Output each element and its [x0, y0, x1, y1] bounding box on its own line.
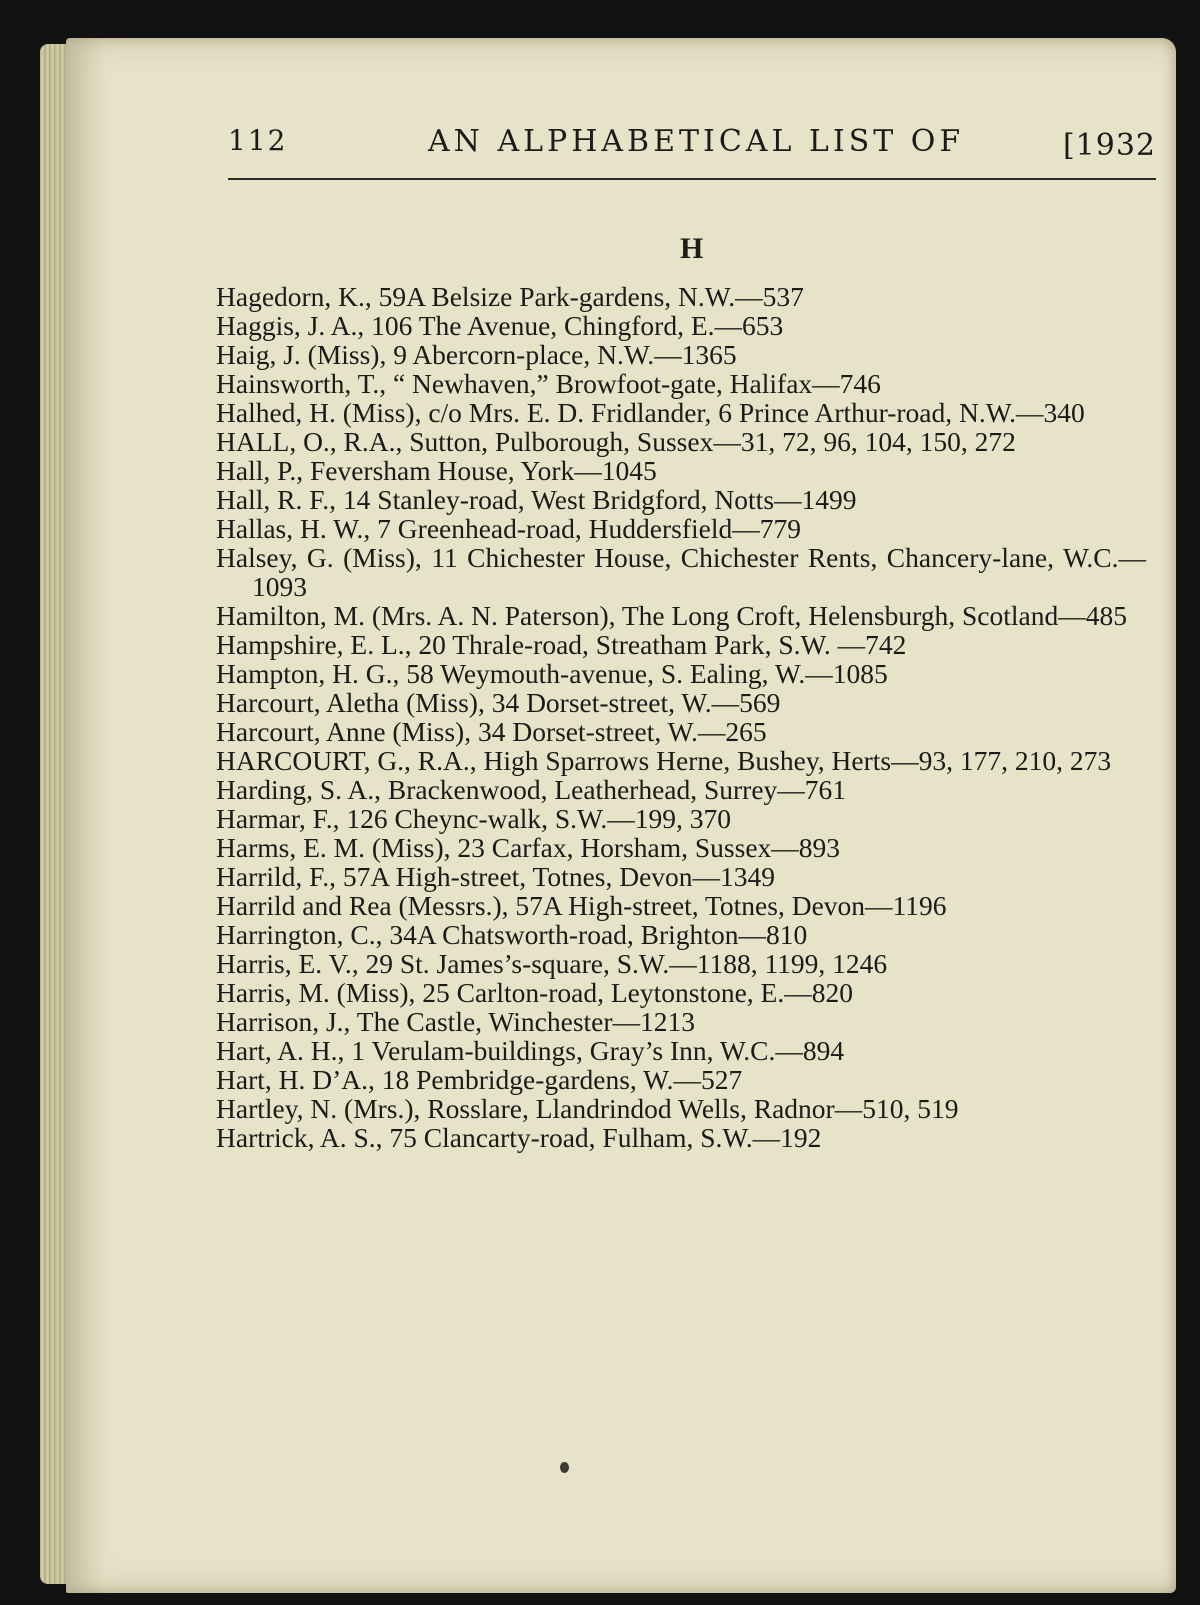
entry-list: [216, 282, 1146, 1152]
list-entry: Haig, J. (Miss), 9 Abercorn-place, N.W.—1365: [216, 339, 737, 370]
list-entry: Hall, P., Feversham House, York—1045: [216, 455, 657, 486]
list-entry: Halsey, G. (Miss), 11 Chichester House, Chichester Rents, Chancery-lane, W.C.—1093: [216, 542, 1146, 602]
list-entry: Hartrick, A. S., 75 Clancarty-road, Fulham, S.W.—192: [216, 1122, 822, 1153]
list-entry: Harrison, J., The Castle, Winchester—1213: [216, 1006, 696, 1037]
list-entry: Harris, E. V., 29 St. James’s-square, S.W.—1188, 1199, 1246: [216, 948, 888, 979]
list-entry: Hampton, H. G., 58 Weymouth-avenue, S. Ealing, W.—1085: [216, 658, 888, 689]
list-entry: Harris, M. (Miss), 25 Carlton-road, Leytonstone, E.—820: [216, 977, 853, 1008]
list-entry: Haggis, J. A., 106 The Avenue, Chingford, E.—653: [216, 310, 784, 341]
list-entry: HALL, O., R.A., Sutton, Pulborough, Sussex—31, 72, 96, 104, 150, 272: [216, 426, 1016, 457]
page-number: 112: [228, 124, 288, 157]
list-entry: Hallas, H. W., 7 Greenhead-road, Huddersfield—779: [216, 513, 801, 544]
list-entry: HARCOURT, G., R.A., High Sparrows Herne, Bushey, Herts—93, 177, 210, 273: [216, 745, 1112, 776]
list-entry: Harcourt, Aletha (Miss), 34 Dorset-street, W.—569: [216, 687, 781, 718]
section-letter: H: [680, 232, 704, 265]
list-entry: Hartley, N. (Mrs.), Rosslare, Llandrindod Wells, Radnor—510, 519: [216, 1093, 959, 1124]
list-entry: Harmar, F., 126 Cheync-walk, S.W.—199, 370: [216, 803, 732, 834]
printer-mark: [560, 1462, 569, 1473]
running-title: AN ALPHABETICAL LIST OF: [428, 124, 965, 159]
list-entry: Hamilton, M. (Mrs. A. N. Paterson), The Long Croft, Helensburgh, Scotland—485: [216, 600, 1127, 631]
list-entry: Harrild and Rea (Messrs.), 57A High-street, Totnes, Devon—1196: [216, 890, 947, 921]
list-entry: Halhed, H. (Miss), c/o Mrs. E. D. Fridlander, 6 Prince Arthur-road, N.W.—340: [216, 397, 1085, 428]
list-entry: Hart, A. H., 1 Verulam-buildings, Gray’s Inn, W.C.—894: [216, 1035, 845, 1066]
list-entry: Hart, H. D’A., 18 Pembridge-gardens, W.—527: [216, 1064, 743, 1095]
list-entry: Hagedorn, K., 59A Belsize Park-gardens, N.W.—537: [216, 281, 804, 312]
list-entry: Harms, E. M. (Miss), 23 Carfax, Horsham, Sussex—893: [216, 832, 841, 863]
list-entry: Harding, S. A., Brackenwood, Leatherhead, Surrey—761: [216, 774, 847, 805]
running-header: [228, 118, 1156, 180]
list-entry: Harrild, F., 57A High-street, Totnes, Devon—1349: [216, 861, 776, 892]
list-entry: Hall, R. F., 14 Stanley-road, West Bridgford, Notts—1499: [216, 484, 857, 515]
list-entry: Harrington, C., 34A Chatsworth-road, Brighton—810: [216, 919, 808, 950]
list-entry: Hainsworth, T., “ Newhaven,” Browfoot-gate, Halifax—746: [216, 368, 881, 399]
header-year: [1932: [1062, 128, 1156, 163]
list-entry: Harcourt, Anne (Miss), 34 Dorset-street, W.—265: [216, 716, 767, 747]
list-entry: Hampshire, E. L., 20 Thrale-road, Streatham Park, S.W. —742: [216, 629, 907, 660]
